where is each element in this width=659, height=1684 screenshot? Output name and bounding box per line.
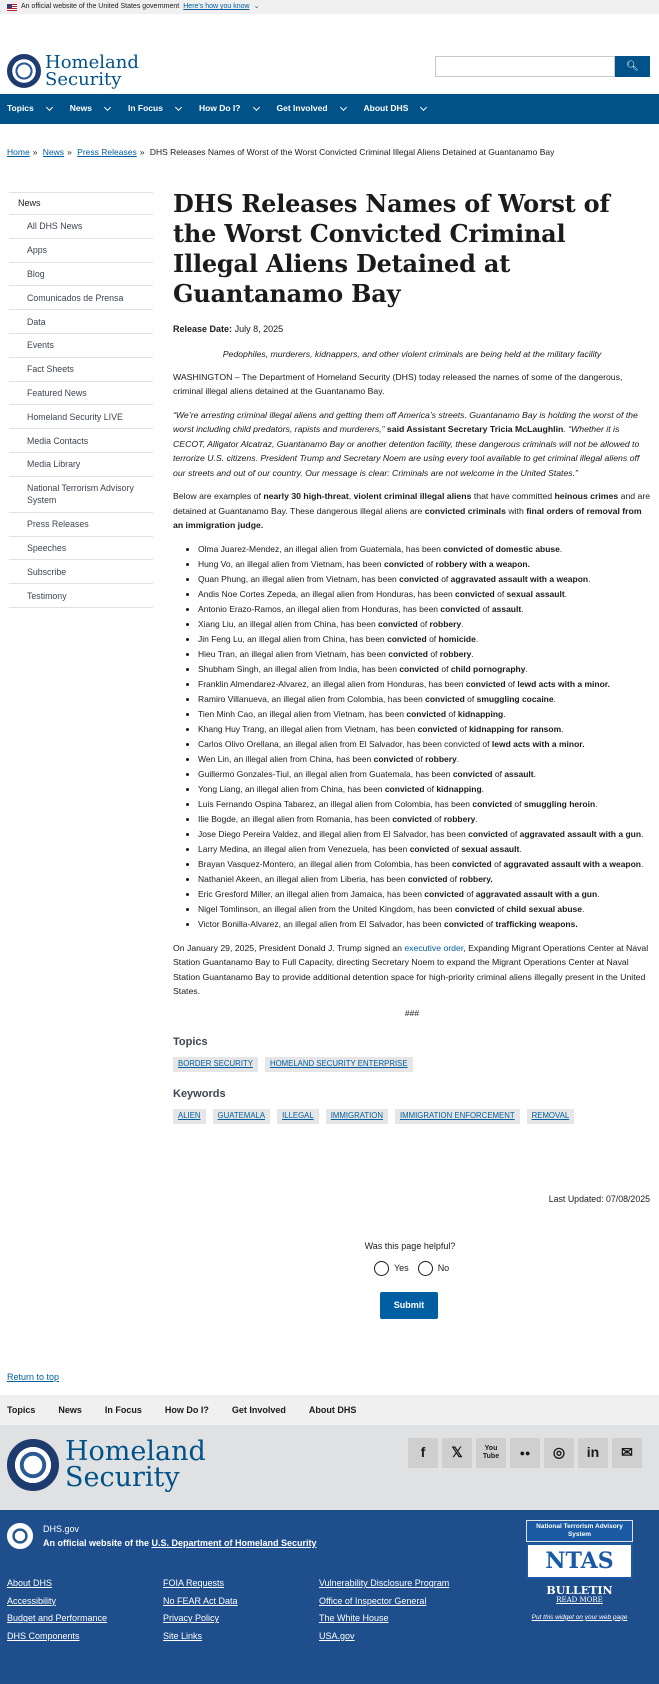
topic-tag[interactable]: HOMELAND SECURITY ENTERPRISE <box>265 1057 413 1072</box>
footer-link[interactable]: DHS Components <box>7 1630 80 1641</box>
keyword-tag[interactable]: ALIEN <box>173 1109 206 1124</box>
list-item: • Antonio Erazo-Ramos, an illegal alien from Honduras, has been convicted of assault. <box>198 602 651 617</box>
keyword-tags <box>173 1109 651 1124</box>
release-date: Release Date: July 8, 2025 <box>173 324 284 334</box>
keyword-tag[interactable]: GUATEMALA <box>213 1109 271 1124</box>
footer-link[interactable]: Privacy Policy <box>163 1613 220 1624</box>
dhs-link[interactable]: U.S. Department of Homeland Security <box>151 1538 317 1548</box>
list-item: • Khang Huy Trang, an illegal alien from Vietnam, has been convicted of kidnapping for ransom. <box>198 722 651 737</box>
list-item: • Carlos Olivo Orellana, an illegal alien from El Salvador, has been convicted of lewd acts with a minor. <box>198 737 651 752</box>
chevron-down-icon <box>46 104 53 111</box>
nav-get-involved[interactable]: Get Involved <box>277 103 346 115</box>
breadcrumb-home[interactable]: Home <box>7 147 30 157</box>
sidebar-item-apps[interactable]: Apps <box>9 239 153 263</box>
topics-tags <box>173 1057 651 1072</box>
dhs-seal-icon <box>7 1439 59 1491</box>
list-item: • Hieu Tran, an illegal alien from Vietnam, has been convicted of robbery. <box>198 647 651 662</box>
end-marker: ### <box>404 1007 420 1018</box>
footer-link[interactable]: Budget and Performance <box>7 1613 108 1624</box>
footer-link[interactable]: About DHS <box>7 1578 53 1588</box>
list-item: • Brayan Vasquez-Montero, an illegal alien from Colombia, has been convicted of aggravated assault with a weapon. <box>198 857 651 872</box>
sidebar-item-fact-sheets[interactable]: Fact Sheets <box>9 358 153 382</box>
facebook-icon[interactable]: f <box>408 1438 438 1468</box>
detainee-list <box>173 542 651 932</box>
list-item: • Franklin Almendarez-Alvarez, an illegal alien from Honduras, has been convicted of lewd acts with a minor. <box>198 677 651 692</box>
footer-nav <box>0 1395 659 1425</box>
breadcrumb-current: DHS Releases Names of Worst of the Worst Convicted Criminal Illegal Aliens Detained at Guantanamo Bay <box>149 147 555 157</box>
breadcrumb-news[interactable]: News <box>42 147 65 157</box>
site-name: DHS.gov <box>43 1524 80 1534</box>
youtube-icon[interactable]: You Tube <box>476 1438 506 1468</box>
footer-nav-about-dhs[interactable]: About DHS <box>308 1404 357 1415</box>
sidebar-item-data[interactable]: Data <box>9 310 153 334</box>
sidebar-item-press-releases[interactable]: Press Releases <box>9 513 153 537</box>
list-item: • Tien Minh Cao, an illegal alien from Vietnam, has been convicted of kidnapping. <box>198 707 651 722</box>
list-item: • Wen Lin, an illegal alien from China, has been convicted of robbery. <box>198 752 651 767</box>
list-item: • Quan Phung, an illegal alien from Vietnam, has been convicted of aggravated assault with a weapon. <box>198 572 651 587</box>
keyword-tag[interactable]: REMOVAL <box>527 1109 575 1124</box>
footer-nav-news[interactable]: News <box>58 1404 82 1415</box>
list-item: • Hung Vo, an illegal alien from Vietnam, has been convicted of robbery with a weapon. <box>198 557 651 572</box>
list-item: • Ramiro Villanueva, an illegal alien from Colombia, has been convicted of smuggling cocaine. <box>198 692 651 707</box>
article-paragraph: On January 29, 2025, President Donald J. Trump signed an executive order, Expanding Migrant Operations Center at Naval Station Guantanamo Bay to Full Capacity, directing Secretary Noem to expand the Migrant Operations Center at Naval Station Guantanamo Bay to provide additional detention space for high-priority criminal aliens illegally present in the United States. <box>173 942 649 997</box>
chevron-down-icon <box>252 104 259 111</box>
feedback-question: Was this page helpful? <box>364 1241 456 1251</box>
ntas-widget-link[interactable]: Put this widget on your web page <box>531 1613 628 1621</box>
breadcrumb: Home » News » Press Releases » DHS Releases Names of Worst of the Worst Convicted Criminal Illegal Aliens Detained at Guantanamo Bay <box>7 147 555 157</box>
yes-label[interactable]: Yes <box>394 1263 409 1274</box>
nav-topics[interactable]: Topics <box>7 103 52 115</box>
sidebar-item-all-dhs-news[interactable]: All DHS News <box>9 215 153 239</box>
nav-in-focus[interactable]: In Focus <box>128 103 181 115</box>
gov-banner <box>0 0 659 14</box>
footer-link[interactable]: Site Links <box>163 1630 203 1641</box>
list-item: • Nigel Tomlinson, an illegal alien from the United Kingdom, has been convicted of child sexual abuse. <box>198 902 651 917</box>
logo-line1: Homeland <box>45 52 139 73</box>
ntas-badge: NTAS <box>526 1543 633 1579</box>
sidebar-nav <box>9 192 153 608</box>
us-flag-icon <box>7 4 17 11</box>
ntas-widget[interactable] <box>526 1520 633 1622</box>
x-icon[interactable]: 𝕏 <box>442 1438 472 1468</box>
list-item: • Larry Medina, an illegal alien from Venezuela, has been convicted of sexual assault. <box>198 842 651 857</box>
list-item: • Guillermo Gonzales-Tiul, an illegal alien from Guatemala, has been convicted of assault. <box>198 767 651 782</box>
chevron-down-icon <box>175 104 182 111</box>
footer-logo-line2: Security <box>65 1462 180 1493</box>
footer-link[interactable]: Accessibility <box>7 1595 57 1606</box>
page-title: DHS Releases Names of Worst of the Worst Convicted Criminal Illegal Aliens Detained at Guantanamo Bay <box>173 189 610 308</box>
sidebar-item-media-library[interactable]: Media Library <box>9 453 153 477</box>
list-item: • Shubham Singh, an illegal alien from India, has been convicted of child pornography. <box>198 662 651 677</box>
article-paragraph: WASHINGTON – The Department of Homeland Security (DHS) today released the names of some of the dangerous, criminal illegal aliens detained at the Guantanamo Bay. <box>173 371 623 397</box>
sidebar-item-comunicados[interactable]: Comunicados de Prensa <box>9 286 153 310</box>
footer-nav-topics[interactable]: Topics <box>7 1404 36 1415</box>
submit-button[interactable]: Submit <box>380 1292 438 1319</box>
keyword-tag[interactable]: IMMIGRATION <box>326 1109 388 1124</box>
instagram-icon[interactable]: ◎ <box>544 1438 574 1468</box>
keyword-tag[interactable]: ILLEGAL <box>277 1109 319 1124</box>
sidebar-head-news[interactable]: News <box>9 192 153 215</box>
list-item: • Xiang Liu, an illegal alien from China, has been convicted of robbery. <box>198 617 651 632</box>
footer-nav-get-involved[interactable]: Get Involved <box>231 1404 286 1415</box>
no-radio[interactable] <box>418 1261 433 1276</box>
article-subtitle: Pedophiles, murderers, kidnappers, and other violent criminals are being held at the military facility <box>222 348 602 359</box>
sidebar-item-events[interactable]: Events <box>9 334 153 358</box>
nav-how-do-i[interactable]: How Do I? <box>199 103 259 115</box>
sidebar-item-blog[interactable]: Blog <box>9 263 153 287</box>
article <box>173 189 651 1139</box>
topic-tag[interactable]: BORDER SECURITY <box>173 1057 258 1072</box>
chevron-down-icon[interactable]: ⌄ <box>253 3 260 11</box>
chevron-down-icon <box>339 104 346 111</box>
footer-dhs-logo[interactable] <box>7 1436 206 1493</box>
return-to-top-link[interactable]: Return to top <box>7 1372 60 1382</box>
gov-banner-text: An official website of the United States government <box>21 3 180 11</box>
sidebar-item-speeches[interactable]: Speeches <box>9 537 153 561</box>
footer-link[interactable]: The White House <box>319 1613 389 1624</box>
official-site-notice: DHS.gov An official website of the U.S. Department of Homeland Security <box>7 1522 317 1550</box>
footer-logo-line1: Homeland <box>65 1436 206 1467</box>
search-button[interactable] <box>615 56 650 77</box>
logo-line2: Security <box>45 69 122 90</box>
list-item: • Victor Bonilla-Alvarez, an illegal alien from El Salvador, has been convicted of trafficking weapons. <box>198 917 651 932</box>
sidebar-item-media-contacts[interactable]: Media Contacts <box>9 429 153 453</box>
footer-logo-bar <box>0 1425 659 1510</box>
linkedin-icon[interactable]: in <box>578 1438 608 1468</box>
list-item: • Olma Juarez-Mendez, an illegal alien from Guatemala, has been convicted of domestic abuse. <box>198 542 651 557</box>
ntas-title: National Terrorism Advisory System <box>526 1520 633 1542</box>
dhs-logo[interactable] <box>7 54 139 88</box>
footer-bottom <box>0 1510 659 1684</box>
topics-heading: Topics <box>173 1035 208 1048</box>
sidebar-item-homeland-security-live[interactable]: Homeland Security LIVE <box>9 405 153 429</box>
flickr-icon[interactable]: ●● <box>510 1438 540 1468</box>
keyword-tag[interactable]: IMMIGRATION ENFORCEMENT <box>395 1109 520 1124</box>
footer-nav-how-do-i[interactable]: How Do I? <box>164 1404 209 1415</box>
keywords-heading: Keywords <box>173 1087 226 1100</box>
footer-link[interactable]: FOIA Requests <box>163 1578 225 1588</box>
list-item: • Jin Feng Lu, an illegal alien from China, has been convicted of homicide. <box>198 632 651 647</box>
footer-nav-in-focus[interactable]: In Focus <box>104 1404 142 1415</box>
feedback-options <box>374 1261 449 1276</box>
how-you-know-link[interactable]: Here's how you know <box>183 3 250 11</box>
site-header <box>0 14 659 94</box>
article-quote: “We’re arresting criminal illegal aliens and getting them off America’s streets. Guantanamo Bay is holding the worst of the worst including child predators, rapists and murderers,” said Assistant Secretary Tricia McLaughlin. “Whether it is CECOT, Alligator Alcatraz, Guantanamo Bay or another detention facility, these dangerous criminals will not be allowed to terrorize U.S. citizens. President Trump and Secretary Noem are using every tool available to get criminal illegal aliens off our streets and out of our country. Our message is clear: Criminals are not welcome in the United States.” <box>173 409 640 478</box>
executive-order-link[interactable]: executive order <box>404 942 464 953</box>
chevron-down-icon <box>104 104 111 111</box>
list-item: • Nathaniel Akeen, an illegal alien from Liberia, has been convicted of robbery. <box>198 872 651 887</box>
dhs-seal-icon <box>7 1523 33 1549</box>
breadcrumb-press-releases[interactable]: Press Releases <box>77 147 137 157</box>
ntas-bulletin: BULLETIN <box>546 1584 613 1597</box>
list-item: • Jose Diego Pereira Valdez, and illegal alien from El Salvador, has been convicted of aggravated assault with a gun. <box>198 827 651 842</box>
search-input[interactable] <box>435 56 615 77</box>
nav-about-dhs[interactable]: About DHS <box>364 103 427 115</box>
article-paragraph: Below are examples of nearly 30 high-threat, violent criminal illegal aliens that have committed heinous crimes and are detained at Guantanamo Bay. These dangerous illegal aliens are convicted criminals with final orders of removal from an immigration judge. <box>173 491 651 531</box>
social-links <box>408 1438 642 1468</box>
footer-link[interactable]: Office of Inspector General <box>319 1595 427 1606</box>
list-item: • Andis Noe Cortes Zepeda, an illegal alien from Honduras, has been convicted of sexual assault. <box>198 587 651 602</box>
main-nav <box>0 94 659 124</box>
sidebar-item-testimony[interactable]: Testimony <box>9 584 153 608</box>
sidebar-item-featured-news[interactable]: Featured News <box>9 382 153 406</box>
dhs-seal-icon <box>7 54 41 88</box>
last-updated: Last Updated: 07/08/2025 <box>548 1194 650 1204</box>
footer-link[interactable]: Vulnerability Disclosure Program <box>319 1578 450 1588</box>
sidebar-item-ntas[interactable]: National Terrorism Advisory System <box>9 477 153 513</box>
no-label[interactable]: No <box>437 1263 450 1274</box>
search-icon: 🔍︎ <box>626 60 639 72</box>
ntas-read-more[interactable]: READ MORE <box>556 1596 603 1604</box>
footer-links <box>7 1577 499 1642</box>
chevron-down-icon <box>420 104 427 111</box>
list-item: • Yong Liang, an illegal alien from China, has been convicted of kidnapping. <box>198 782 651 797</box>
list-item: • Eric Gresford Miller, an illegal alien from Jamaica, has been convicted of aggravated assault with a gun. <box>198 887 651 902</box>
email-icon[interactable]: ✉ <box>612 1438 642 1468</box>
footer-link[interactable]: USA.gov <box>319 1630 355 1641</box>
yes-radio[interactable] <box>374 1261 389 1276</box>
footer-link[interactable]: No FEAR Act Data <box>163 1595 238 1606</box>
nav-news[interactable]: News <box>70 103 110 115</box>
sidebar-item-subscribe[interactable]: Subscribe <box>9 560 153 584</box>
list-item: • Luis Fernando Ospina Tabarez, an illegal alien from Colombia, has been convicted of smuggling heroin. <box>198 797 651 812</box>
list-item: • Ilie Bogde, an illegal alien from Romania, has been convicted of robbery. <box>198 812 651 827</box>
